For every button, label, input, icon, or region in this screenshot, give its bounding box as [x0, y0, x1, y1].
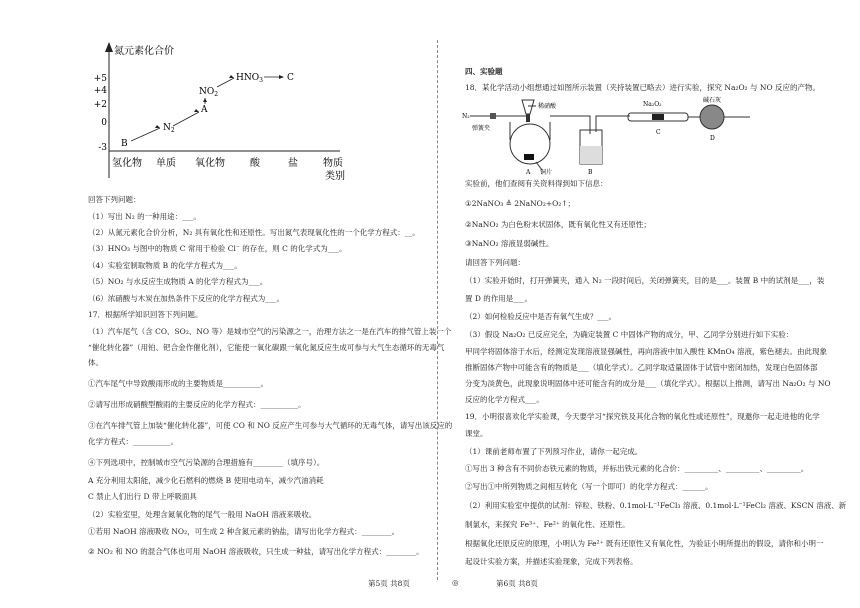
text-line: （4）实验室制取物质 B 的化学方程式为___。 — [88, 261, 242, 270]
text-line: 制氯水，来探究 Fe³⁺、Fe²⁺ 的氧化性、还原性。 — [465, 520, 630, 529]
text-line: A 充分利用太阳能，减少化石燃料的燃烧 B 使用电动车，减少汽油消耗 — [88, 476, 324, 485]
text-line: ③在汽车排气管上加装“催化转化器”，可使 CO 和 NO 反应产生可参与大气循环的无毒气体，请写出该反应的 — [88, 421, 453, 430]
text-line: 体。 — [88, 358, 103, 367]
text-line: （3）HNO₃ 与图中的物质 C 常用于检验 Cl⁻ 的存在，则 C 的化学式为___。 — [88, 244, 347, 253]
text-line: 回答下列问题： — [88, 195, 141, 204]
text-line: ①汽车尾气中导致酸雨形成的主要物质是__________。 — [88, 379, 268, 388]
column-divider — [437, 40, 438, 580]
drying-tube — [700, 105, 724, 129]
text-line: 甲同学将固体溶于水后，经测定发现溶液显强碱性，再向溶液中加入酸性 KMnO₄ 溶液，紫色褪去。由此现象 — [465, 347, 828, 356]
text-line: （6）浓硝酸与木炭在加热条件下反应的化学方程式为___。 — [88, 294, 285, 303]
valence-chart — [0, 0, 430, 190]
text-line: 反应的化学方程式___。 — [465, 395, 544, 404]
x-tick: 氧化物 — [195, 158, 225, 169]
text-line: ② NO₂ 和 NO 的混合气体也可用 NaOH 溶液吸收，只生成一种盐，请写出化学方程式：________。 — [88, 547, 424, 556]
text-line: 推断固体产物中可能含有的物质是___（填化学式）。乙同学取适量固体于试管中密闭加热，发现白色固体部 — [465, 363, 818, 372]
y-axis-label: 氮元素化合价 — [114, 46, 174, 57]
page-number-right: 第6页 共8页 — [496, 579, 538, 588]
spring-clip — [490, 113, 496, 119]
na2o2-label: Na₂O₂ — [643, 101, 662, 108]
x-tick: 单质 — [156, 158, 176, 169]
text-line: 根据氧化还原反应的原理，小明认为 Fe²⁺ 既有还原性又有氧化性，为验证小明所提出的假设，请你和小明一 — [465, 539, 824, 548]
copper-label: 铜片 — [540, 169, 553, 176]
text-line: 起设计实验方案，并描述实验现象，完成下列表格。 — [465, 557, 638, 566]
x-tick: 盐 — [288, 158, 298, 169]
text-line: ①2NaNO₃ ≜ 2NaNO₂+O₂↑； — [465, 199, 576, 208]
text-line: 化学方程式：__________。 — [88, 437, 178, 446]
text-line: 置 D 的作用是___。 — [465, 294, 533, 303]
label-b: B — [588, 169, 593, 176]
text-line: 18．某化学活动小组想通过如图所示装置（夹持装置已略去）进行实验，探究 Na₂O₂ 与 NO 反应的产物。 — [465, 83, 820, 92]
text-line: 17．根据所学知识回答下列问题。 — [88, 310, 203, 319]
binding-mark: ◎ — [452, 578, 459, 587]
y-tick: +4 — [93, 86, 107, 96]
text-line: ④下列选项中，控制城市空气污染源的合理措施有________（填序号）。 — [88, 458, 325, 467]
y-tick: +2 — [93, 100, 107, 110]
point-c: C — [287, 73, 294, 83]
text-line: （1）汽车尾气（含 CO、SO₂、NO 等）是城市空气的污染源之一，治理方法之一是在汽车的排气管上装一个 — [88, 327, 452, 336]
text-line: 19．小明很喜欢化学实验课，今天要学习“探究铁及其化合物的氧化性或还原性”，现邀你一起走进他的化学 — [465, 412, 820, 421]
point-b: B — [121, 139, 128, 149]
x-tick: 氢化物 — [112, 158, 142, 169]
y-tick: 0 — [101, 118, 107, 128]
text-line: （5）NO₂ 与水反应生成物质 A 的化学方程式为___。 — [88, 277, 268, 286]
label-d: D — [710, 135, 715, 142]
text-line: ①若用 NaOH 溶液吸收 NO₂，可生成 2 种含氮元素的钠盐，请写出化学方程式：________。 — [88, 527, 400, 536]
text-line: （1）写出 N₂ 的一种用途：___。 — [88, 212, 201, 221]
text-line: “催化转化器”（用铂、钯合金作催化剂），它能使一氧化碳跟一氧化氮反应生成可参与大气生态循环的无毒气 — [88, 343, 445, 352]
n2-label: N₂ — [462, 113, 470, 120]
point-a: A — [201, 105, 208, 115]
text-line: 课堂。 — [465, 429, 488, 438]
text-line: 实验前，他们查阅有关资料得到如下信息： — [465, 179, 608, 188]
text-line: （2）实验室里，处理含氮氧化物的尾气一般用 NaOH 溶液来吸收。 — [88, 510, 317, 519]
label-a: A — [526, 169, 531, 176]
y-tick: -3 — [98, 143, 107, 153]
point-no2: $NO_2$ — [199, 87, 219, 98]
spring-clip-label: 弹簧夹 — [472, 125, 491, 132]
apparatus-diagram — [460, 96, 760, 176]
text-line: （2）从氮元素化合价分析，N₂ 具有氧化性和还原性。写出氮气表现氧化性的一个化学方程式：__。 — [88, 228, 420, 237]
point-n2: $N_2$ — [163, 123, 175, 134]
section-title: 四、实验题 — [465, 67, 503, 76]
soda-lime-label: 碱石灰 — [703, 97, 722, 104]
label-c: C — [656, 129, 661, 136]
text-line: （2）利用实验室中提供的试剂：锌粒、铁粉、0.1mol·L⁻¹FeCl₃ 溶液、0.1mol·L⁻¹FeCl₂ 溶液、KSCN 溶液、新 — [465, 501, 847, 510]
x-tick: 酸 — [250, 158, 260, 169]
text-line: （1）实验开始时，打开弹簧夹，通入 N₂ 一段时间后，关闭弹簧夹，目的是___。装置 B 中的试剂是___，装 — [465, 276, 825, 285]
na2o2-sample — [652, 114, 664, 120]
page-number-left: 第5页 共8页 — [368, 579, 410, 588]
text-line: C 禁止人们出行 D 带上呼吸面具 — [88, 492, 197, 501]
text-line: ②请写出形成硝酸型酸雨的主要反应的化学方程式：__________。 — [88, 400, 306, 409]
x-tick: 物质 — [323, 158, 343, 169]
y-tick: +5 — [93, 74, 107, 84]
text-line: （2）如何检验反应中是否有氧气生成？___。 — [465, 312, 617, 321]
text-line: ③NaNO₂ 溶液显弱碱性。 — [465, 239, 554, 248]
text-line: （3）假设 Na₂O₂ 已反应完全，为确定装置 C 中固体产物的成分，甲、乙同学分别进行如下实验： — [465, 330, 794, 339]
text-line: ②NaNO₂ 为白色粉末状固体，既有氧化性又有还原性； — [465, 220, 651, 229]
text-line: ①写出 3 种含有不同价态铁元素的物质，并标出铁元素的化合价：_________、_________、_________。 — [465, 464, 809, 473]
text-line: （1）课前老师布置了下列预习作业，请你一起完成。 — [465, 447, 643, 456]
text-line: ②写出①中所列物质之间相互转化（写一个即可）的化学方程式：______。 — [465, 482, 713, 491]
copper-piece — [524, 154, 534, 160]
point-hno3: $HNO_3$ — [236, 73, 263, 84]
funnel-label: 稀硝酸 — [538, 103, 557, 110]
text-line: 分变为淡黄色，此现象说明固体中还可能含有的成分是___（填化学式）。根据以上推测，请写出 Na₂O₂ 与 NO — [465, 379, 831, 388]
text-line: 请回答下列问题： — [465, 258, 525, 267]
x-axis-label: 类别 — [325, 171, 345, 182]
